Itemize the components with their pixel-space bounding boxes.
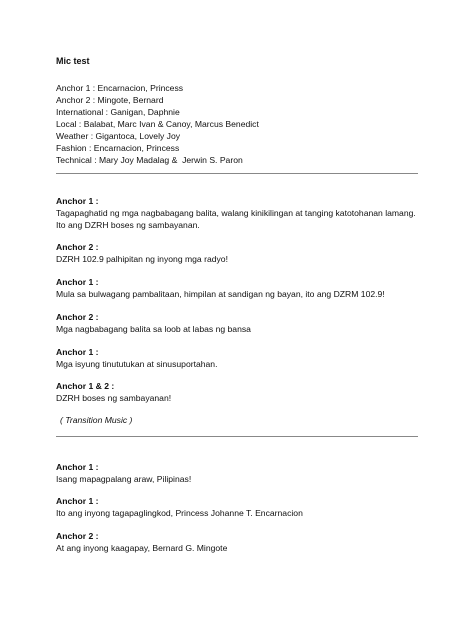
- script-block: [56, 242, 426, 265]
- script-block: [56, 462, 426, 485]
- document-title: Mic test: [56, 56, 90, 66]
- speaker-label: Anchor 1 :: [56, 462, 99, 472]
- section-divider: [56, 436, 418, 437]
- script-line: At ang inyong kaagapay, Bernard G. Mingote: [56, 543, 228, 553]
- script-block: [56, 277, 426, 300]
- script-line: Mula sa bulwagang pambalitaan, himpilan at sandigan ng bayan, ito ang DZRM 102.9!: [56, 289, 385, 299]
- script-line: Mga nagbabagang balita sa loob at labas ng bansa: [56, 324, 251, 334]
- anchor-roster: [56, 82, 259, 166]
- script-line: DZRH 102.9 palhipitan ng inyong mga radyo!: [56, 254, 228, 264]
- speaker-label: Anchor 1 :: [56, 347, 99, 357]
- script-block: [56, 531, 426, 554]
- roster-line: Anchor 1 : Encarnacion, Princess: [56, 83, 184, 93]
- script-block: [56, 347, 426, 370]
- section-divider: [56, 173, 418, 174]
- speaker-label: Anchor 1 :: [56, 277, 99, 287]
- roster-line: Technical : Mary Joy Madalag & Jerwin S. Paron: [56, 155, 243, 165]
- roster-line: Local : Balabat, Marc Ivan & Canoy, Marcus Benedict: [56, 119, 259, 129]
- transition-note: ( Transition Music ): [60, 415, 133, 425]
- speaker-label: Anchor 1 & 2 :: [56, 381, 115, 391]
- script-block: [56, 312, 426, 335]
- script-line: Tagapaghatid ng mga nagbabagang balita, walang kinikilingan at tanging katotohanan lamang.: [56, 208, 416, 218]
- script-block: [56, 496, 426, 519]
- roster-line: Anchor 2 : Mingote, Bernard: [56, 95, 164, 105]
- roster-line: Fashion : Encarnacion, Princess: [56, 143, 180, 153]
- script-line: Ito ang inyong tagapaglingkod, Princess Johanne T. Encarnacion: [56, 508, 303, 518]
- speaker-label: Anchor 2 :: [56, 312, 99, 322]
- speaker-label: Anchor 1 :: [56, 496, 99, 506]
- roster-line: Weather : Gigantoca, Lovely Joy: [56, 131, 181, 141]
- script-line: Ito ang DZRH boses ng sambayanan.: [56, 220, 200, 230]
- speaker-label: Anchor 2 :: [56, 531, 99, 541]
- speaker-label: Anchor 2 :: [56, 242, 99, 252]
- speaker-label: Anchor 1 :: [56, 196, 99, 206]
- roster-line: International : Ganigan, Daphnie: [56, 107, 180, 117]
- script-block: [56, 196, 426, 231]
- script-line: DZRH boses ng sambayanan!: [56, 393, 172, 403]
- script-line: Mga isyung tinututukan at sinusuportahan.: [56, 359, 218, 369]
- script-line: Isang mapagpalang araw, Pilipinas!: [56, 474, 192, 484]
- script-block: [56, 381, 426, 404]
